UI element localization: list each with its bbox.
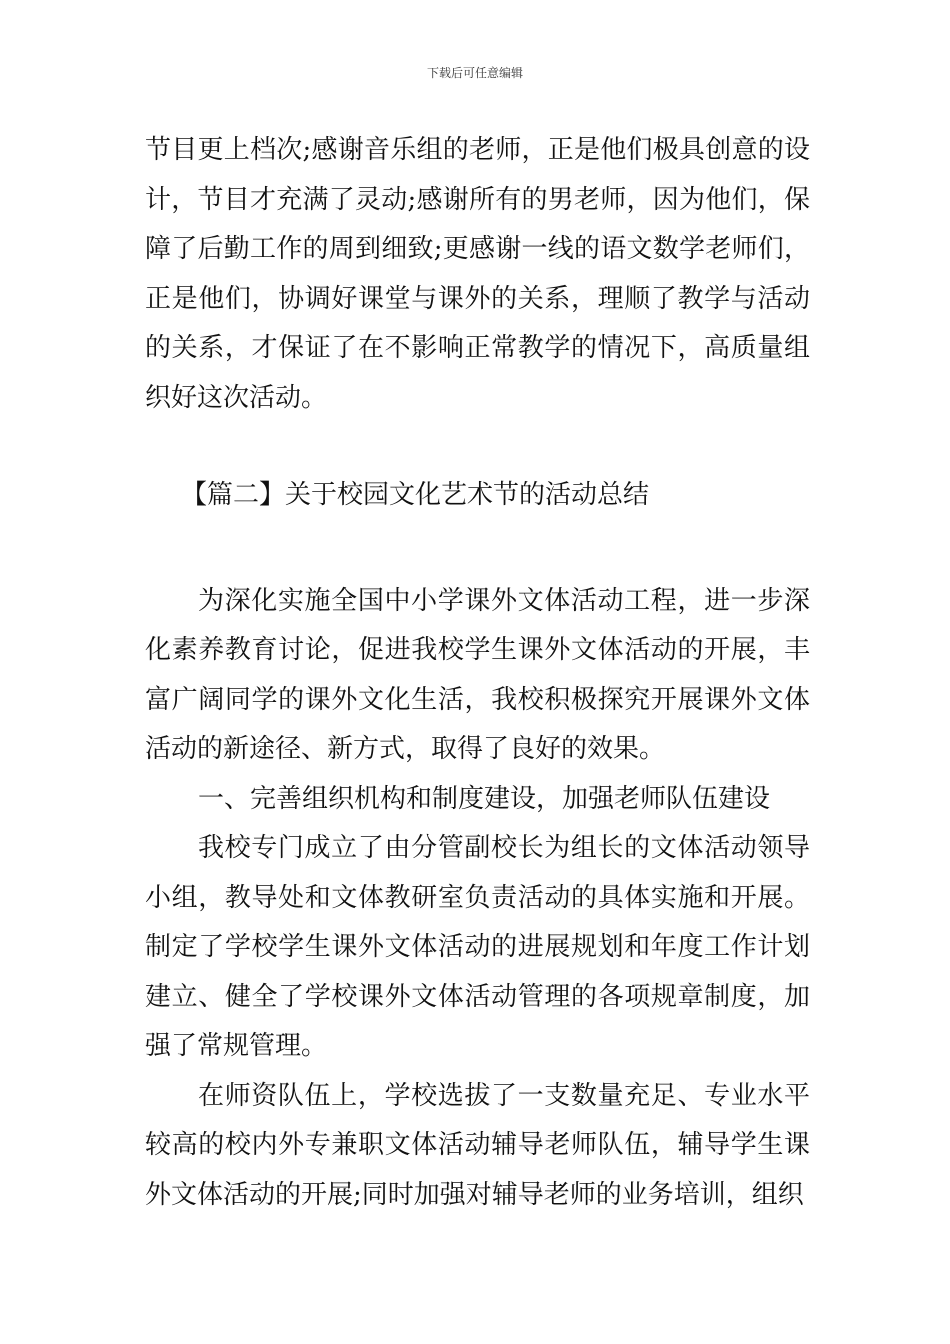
document-body	[145, 126, 810, 1220]
paragraph-organization: 我校专门成立了由分管副校长为组长的文体活动领导小组，教导处和文体教研室负责活动的具体实施和开展。制定了学校学生课外文体活动的进展规划和年度工作计划建立、健全了学校课外文体活动管理的各项规章制度，加强了常规管理。	[145, 833, 810, 1061]
section-title: 【篇二】关于校园文化艺术节的活动总结	[181, 480, 650, 510]
spacer	[145, 423, 810, 471]
paragraph-teachers: 在师资队伍上，学校选拔了一支数量充足、专业水平较高的校内外专兼职文体活动辅导老师队伍，辅导学生课外文体活动的开展;同时加强对辅导老师的业务培训，组织	[145, 1080, 810, 1210]
page-header-note: 下载后可任意编辑	[426, 66, 523, 80]
paragraph-continuation: 节目更上档次;感谢音乐组的老师，正是他们极具创意的设计，节目才充满了灵动;感谢所有的男老师，因为他们，保障了后勤工作的周到细致;更感谢一线的语文数学老师们，正是他们，协调好课堂与课外的关系，理顺了教学与活动的关系，才保证了在不影响正常教学的情况下，高质量组织好这次活动。	[145, 135, 810, 413]
spacer	[145, 521, 810, 577]
paragraph-intro: 为深化实施全国中小学课外文体活动工程，进一步深化素养教育讨论，促进我校学生课外文体活动的开展，丰富广阔同学的课外文化生活，我校积极探究开展课外文体活动的新途径、新方式，取得了良好的效果。	[145, 585, 810, 764]
subheading-one: 一、完善组织机构和制度建设，加强老师队伍建设	[198, 783, 771, 814]
